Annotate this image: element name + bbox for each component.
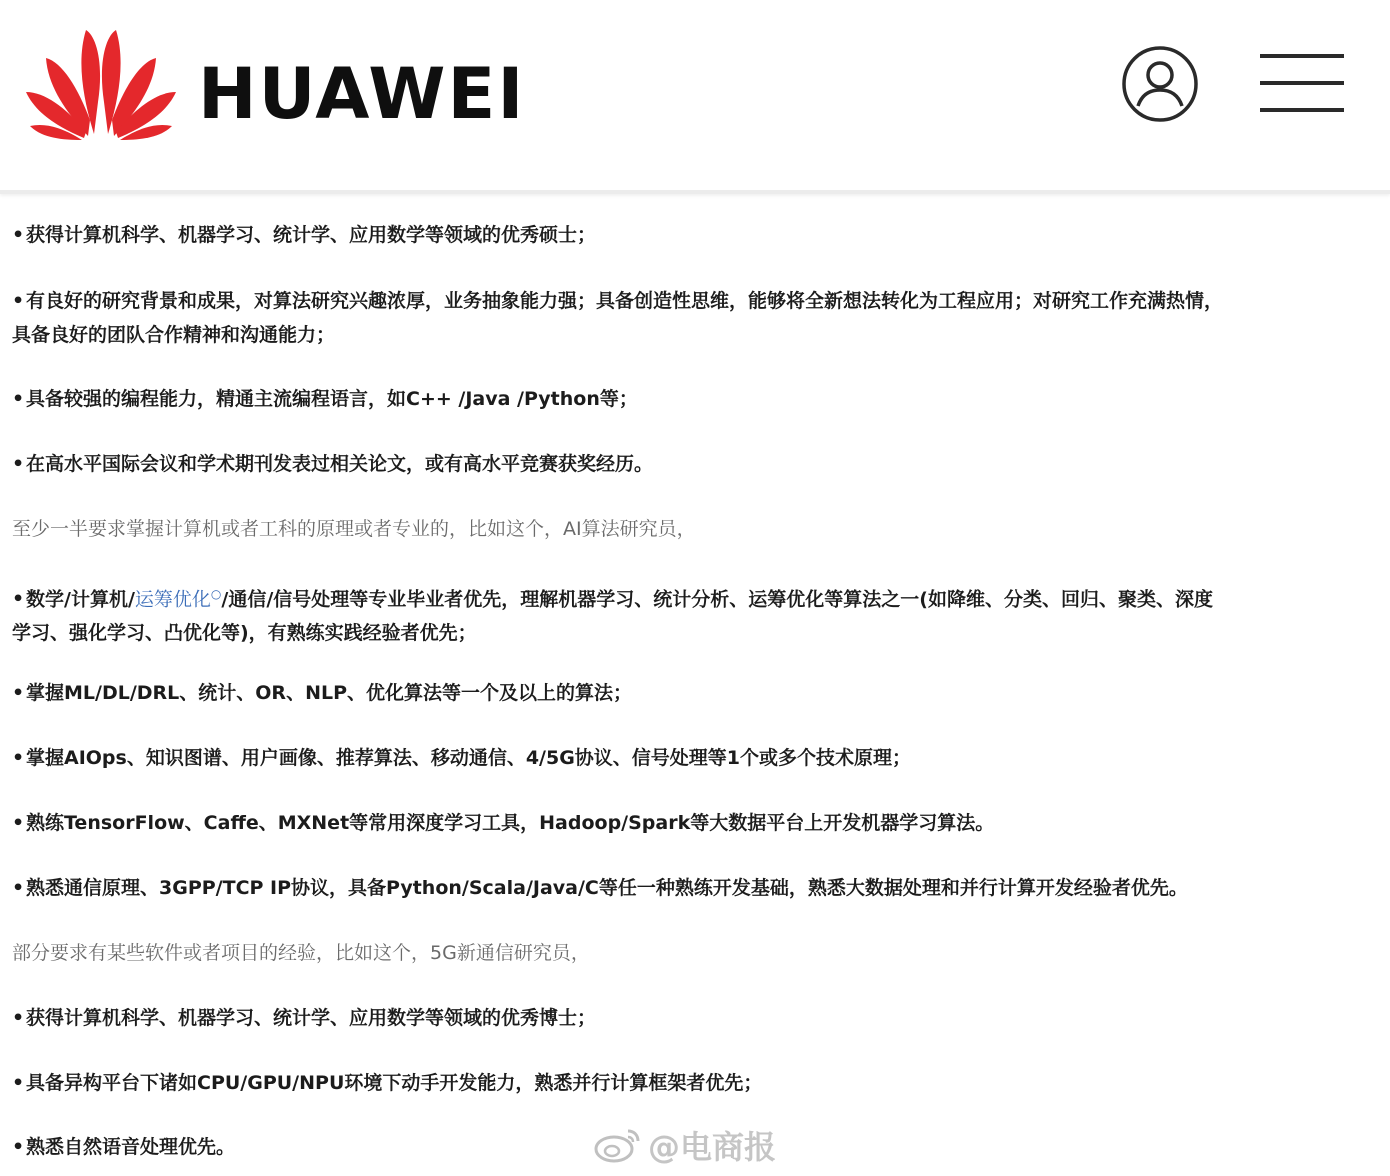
list-item — [12, 382, 1388, 416]
item-text: 获得计算机科学、机器学习、统计学、应用数学等领域的优秀硕士； — [26, 224, 597, 246]
keyword-link[interactable]: 运筹优化 — [134, 588, 211, 611]
item-text: 熟悉自然语音处理优先。 — [26, 1136, 236, 1158]
commentary-text: 至少一半要求掌握计算机或者工科的原理或者专业的，比如这个，AI算法研究员， — [12, 518, 696, 540]
bullet: • — [12, 747, 25, 769]
list-item — [12, 577, 1388, 650]
bullet: • — [12, 877, 25, 899]
bullet: • — [12, 224, 25, 246]
bullet: • — [12, 1072, 25, 1094]
list-item — [12, 218, 1388, 252]
bullet: • — [12, 388, 25, 410]
search-icon[interactable]: ○ — [210, 587, 222, 601]
brand-name: HUAWEI — [198, 53, 526, 135]
commentary-text: 部分要求有某些软件或者项目的经验，比如这个，5G新通信研究员， — [12, 942, 590, 964]
item-text: 熟悉通信原理、3GPP/TCP IP协议，具备Python/Scala/Java/C等任一种熟练开发基础，熟悉大数据处理和并行计算开发经验者优先。 — [26, 877, 1188, 899]
list-item — [12, 741, 1388, 775]
list-item — [12, 1001, 1388, 1035]
bullet: • — [12, 682, 25, 704]
item-text: /通信/信号处理等专业毕业者优先，理解机器学习、统计分析、运筹优化等算法之一(如降维、分类、回归、聚类、深度 — [221, 588, 1213, 611]
item-text: 掌握AIOps、知识图谱、用户画像、推荐算法、移动通信、4/5G协议、信号处理等1个或多个技术原理； — [26, 747, 912, 769]
list-item — [12, 806, 1388, 840]
user-account-icon[interactable] — [1120, 44, 1200, 124]
bullet: • — [12, 290, 25, 312]
weibo-icon — [592, 1125, 642, 1165]
item-text: 熟练TensorFlow、Caffe、MXNet等常用深度学习工具，Hadoop/Spark等大数据平台上开发机器学习算法。 — [26, 812, 995, 834]
item-text: 具备异构平台下诸如CPU/GPU/NPU环境下动手开发能力，熟悉并行计算框架者优先； — [26, 1072, 763, 1094]
list-item — [12, 447, 1388, 481]
bullet: • — [12, 453, 25, 475]
job-requirements-content — [0, 194, 1390, 1176]
item-text: 数学/计算机/ — [26, 588, 135, 611]
bullet: • — [12, 812, 25, 834]
item-text-continued: 学习、强化学习、凸优化等)，有熟练实践经验者优先； — [12, 622, 477, 645]
item-text: 获得计算机科学、机器学习、统计学、应用数学等领域的优秀博士； — [26, 1007, 597, 1029]
list-item — [12, 1066, 1388, 1100]
list-item — [12, 676, 1388, 710]
bullet: • — [12, 1136, 25, 1158]
list-item — [12, 284, 1388, 352]
hamburger-menu-icon[interactable] — [1260, 54, 1344, 112]
site-header — [0, 0, 1390, 194]
item-text: 有良好的研究背景和成果，对算法研究兴趣浓厚，业务抽象能力强；具备创造性思维，能够将全新想法转化为工程应用；对研究工作充满热情， — [26, 290, 1224, 312]
bullet: • — [12, 1007, 25, 1029]
item-text: 掌握ML/DL/DRL、统计、OR、NLP、优化算法等一个及以上的算法； — [26, 682, 632, 704]
watermark — [592, 1122, 776, 1168]
watermark-text: @电商报 — [648, 1128, 777, 1166]
item-text-continued: 具备良好的团队合作精神和沟通能力； — [12, 324, 336, 346]
huawei-logo-icon[interactable] — [24, 22, 178, 142]
list-item — [12, 871, 1388, 905]
item-text: 在高水平国际会议和学术期刊发表过相关论文，或有高水平竞赛获奖经历。 — [26, 453, 654, 475]
item-text: 具备较强的编程能力，精通主流编程语言，如C++ /Java /Python等； — [26, 388, 638, 410]
bullet: • — [12, 588, 25, 611]
